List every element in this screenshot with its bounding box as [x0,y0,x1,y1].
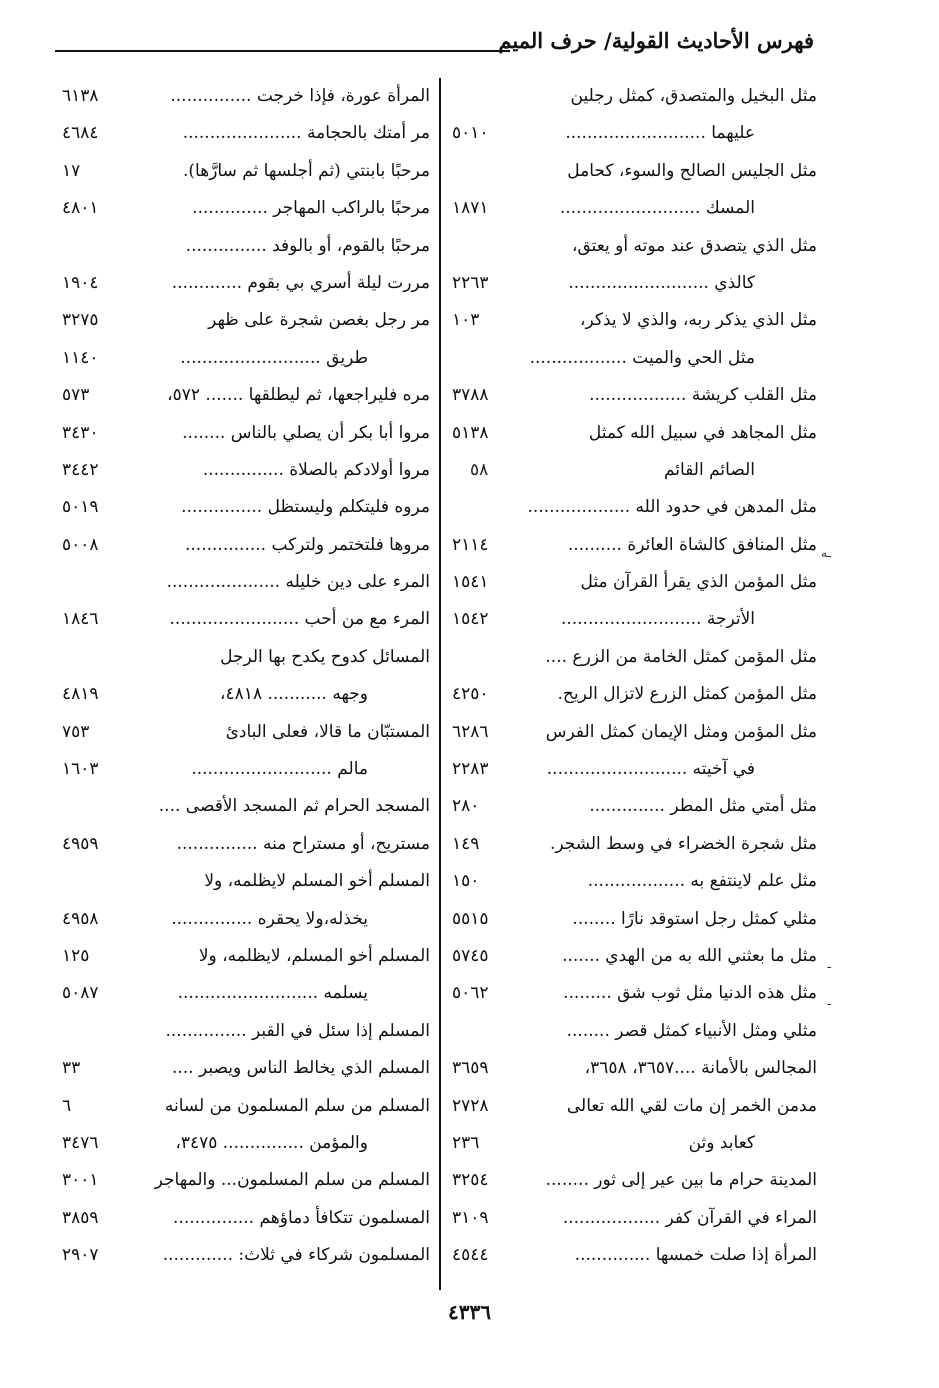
entry-text: مروه فليتكلم وليستظل ............... [181,497,430,518]
index-entry [452,415,817,452]
entry-text: يخذله،ولا يحقره ............... [171,908,368,929]
index-entry [62,901,430,938]
entry-text: المسلمون تتكافأ دماؤهم ............... [173,1207,430,1228]
index-entry [452,115,817,152]
entry-text: مثل ما بعثني الله به من الهدي ....... [562,945,817,966]
entry-number: ٤٦٨٤ [62,123,99,144]
header-rule [55,50,510,52]
index-entry [452,863,817,900]
entry-number: ٦١٣٨ [62,86,99,106]
index-entry [62,826,430,863]
entry-number: ٣٢٥٤ [452,1170,489,1191]
entry-text: مرحبًا بالراكب المهاجر .............. [192,198,430,219]
index-entry [452,564,817,601]
index-entry [452,1162,817,1199]
entry-text: المسلم من سلم المسلمون من لسانه [164,1095,430,1116]
entry-text: المرأة عورة، فإذا خرجت ............... [170,86,430,106]
entry-text: وجهه ........... ٤٨١٨، [220,684,368,705]
index-entry [452,938,831,975]
entry-number: ٢٣٦ [452,1132,480,1153]
entry-text: المسلم أخو المسلم، لايظلمه، ولا [198,945,430,966]
page-header [55,28,814,62]
index-entry [62,153,430,190]
index-entry [62,975,430,1012]
entry-text: مستريح، أو مستراح منه ............... [176,833,430,854]
index-entry [62,265,430,302]
entry-text: الأترجة .......................... [560,609,755,630]
index-entry [452,1050,817,1087]
entry-number: ٢١١٤ [452,534,489,555]
entry-text: مثل المنافق كالشاة العائرة .......... [567,534,817,555]
entry-text: مروها فلتختمر ولتركب ............... [185,534,430,555]
index-entry [452,751,817,788]
entry-number: ٣٣ [62,1058,81,1079]
column-divider [439,78,441,1290]
entry-number: ١٢٥ [62,945,90,966]
entry-number: ٥٠١٠ [452,123,489,144]
entry-number: ٣٤٣٠ [62,422,99,443]
index-entry [452,714,817,751]
index-entry [62,489,430,526]
index-entry [62,1200,430,1237]
entry-text: مثل المؤمن كمثل الزرع لاتزال الريح. [557,684,817,705]
entry-text: المسجد الحرام ثم المسجد الأقصى .... [158,796,430,817]
entry-number: ٣٧٨٨ [452,385,489,406]
entry-number: ٥٧٤٥ [452,945,489,966]
entry-text: المسائل كدوح يكدح بها الرجل [220,646,430,667]
index-entry [62,1050,430,1087]
entry-text: الصائم القائم [663,459,755,480]
index-entry [62,190,430,227]
index-entry [62,1237,430,1274]
entry-text: مثل القلب كريشة .................. [589,385,817,406]
entry-text: مثل المؤمن الذي يقرأ القرآن مثل [580,572,817,593]
entry-number: ٥١٣٨ [452,422,489,443]
entry-number: ٢٢٨٣ [452,759,489,780]
index-entry [452,190,817,227]
entry-text: مالم .......................... [191,759,368,780]
index-entry [452,1013,817,1050]
index-entry [452,340,817,377]
entry-number: ٣٠٠١ [62,1170,99,1191]
entry-text: المراء في القرآن كفر .................. [562,1207,817,1228]
entry-number: ٣٦٥٩ [452,1058,489,1079]
index-entry [62,1013,430,1050]
index-entry [62,639,430,676]
entry-number: ٢٢٦٣ [452,272,489,293]
entry-number: ٢٩٠٧ [62,1245,99,1266]
index-entry [452,302,817,339]
entry-text: المسلم إذا سئل في القبر ............... [165,1020,430,1041]
entry-number: ٦٢٨٦ [452,721,489,742]
index-entry [452,901,817,938]
page-title: فهرس الأحاديث القولية/ حرف الميم [498,28,814,53]
entry-text: مثل الذي يتصدق عند موته أو يعتق، [572,235,817,256]
entry-text: المرء على دين خليله ..................... [166,572,430,593]
entry-number: ١٨٤٦ [62,609,99,630]
entry-text: مررت ليلة أسري بي بقوم ............. [171,272,430,293]
index-entry [62,863,430,900]
entry-number: ٣٤٧٦ [62,1132,99,1153]
entry-text: مرحبًا بابنتي (ثم أجلسها ثم سارَّها). [183,160,430,181]
entry-number: ١٦٠٣ [62,759,99,780]
index-entry [62,340,430,377]
entry-number: ١١٤٠ [62,347,99,368]
entry-number: ٤٩٥٩ [62,833,99,854]
entry-number: ٤٨١٩ [62,684,99,705]
entry-number: ٦ [62,1095,72,1116]
entry-text: مثل علم لاينتفع به .................. [587,871,817,892]
entry-text: مثل الحي والميت .................. [529,347,755,368]
index-entry [62,302,430,339]
entry-text: المسلم أخو المسلم لايظلمه، ولا [204,871,430,892]
entry-text: مثل الجليس الصالح والسوء، كحامل [567,160,817,181]
entry-text: المرء مع من أحب ........................ [169,609,430,630]
entry-number: ٥٥١٥ [452,908,489,929]
index-entry [62,527,430,564]
entry-number: ٣٢٧٥ [62,310,99,331]
index-entry [62,1162,430,1199]
index-entry [62,452,430,489]
entry-text: مروا أولادكم بالصلاة ............... [202,459,430,480]
entry-text: مره فليراجعها، ثم ليطلقها ....... ٥٧٢، [167,385,430,406]
index-entry [62,228,430,265]
right-column [452,78,831,1290]
entry-number: ١٨٧١ [452,198,489,219]
index-entry [62,601,430,638]
entry-number: ١٠٣ [452,310,480,331]
entry-text: كالذي .......................... [568,272,755,293]
entry-number: ١٧ [62,160,81,181]
index-entry [62,115,430,152]
entry-number: ٤٩٥٨ [62,908,99,929]
handwritten-note: ٥٨ [470,459,489,480]
entry-text: مر أمتك بالحجامة ...................... [182,123,430,144]
index-entry [62,938,430,975]
index-entry [452,265,817,302]
entry-text: مثل أمتي مثل المطر .............. [589,796,817,817]
index-entry [62,564,430,601]
margin-mark: ـ [827,994,831,1009]
entry-text: مثل هذه الدنيا مثل ثوب شق ......... [563,983,817,1004]
entry-text: المسك .......................... [559,198,755,219]
entry-text: مثل المجاهد في سبيل الله كمثل [588,422,817,443]
index-entry [452,377,817,414]
entry-number: ٣٨٥٩ [62,1207,99,1228]
index-entry [452,826,817,863]
index-entry [62,676,430,713]
entry-text: المسلم الذي يخالط الناس ويصبر .... [172,1058,430,1079]
entry-text: مثل شجرة الخضراء في وسط الشجر. [549,833,817,854]
entry-text: مروا أبا بكر أن يصلي بالناس ........ [182,422,430,443]
index-entry [452,78,817,115]
entry-text: طريق .......................... [180,347,368,368]
entry-text: والمؤمن ............... ٣٤٧٥، [175,1132,368,1153]
entry-text: مثل المؤمن كمثل الخامة من الزرع .... [545,646,817,667]
page-number: ٤٣٣٦ [448,1300,491,1324]
index-entry [62,1125,430,1162]
left-column [62,78,430,1290]
entry-number: ٥٠٦٢ [452,983,489,1004]
entry-number: ٧٥٣ [62,721,90,742]
index-entry [452,601,817,638]
entry-text: مثل الذي يذكر ربه، والذي لا يذكر، [580,310,817,331]
entry-text: المسلم من سلم المسلمون... والمهاجر [154,1170,430,1191]
index-entry [452,228,817,265]
index-entry [452,676,817,713]
index-entry [452,1125,817,1162]
index-entry [452,1200,817,1237]
entry-text: عليهما .......................... [565,123,755,144]
entry-text: كعابد وثن [688,1132,755,1153]
entry-text: مثلي ومثل الأنبياء كمثل قصر ........ [566,1020,817,1041]
entry-number: ٤٢٥٠ [452,684,489,705]
entry-text: المجالس بالأمانة ....٣٦٥٧، ٣٦٥٨، [584,1058,817,1079]
index-entry [62,415,430,452]
entry-text: مثل المؤمن ومثل الإيمان كمثل الفرس [545,721,817,742]
entry-text: مثل البخيل والمتصدق، كمثل رجلين [570,86,817,106]
index-entry [452,639,817,676]
entry-text: المستبّان ما قالا، فعلى البادئ [225,721,430,742]
entry-number: ١٥٤٢ [452,609,489,630]
entry-text: مرحبًا بالقوم، أو بالوفد ............... [185,235,430,256]
entry-number: ١٥٤١ [452,572,489,593]
entry-number: ٥٧٣ [62,385,90,406]
entry-text: مثلي كمثل رجل استوقد نارًا ........ [572,908,817,929]
index-entry [452,153,817,190]
entry-number: ٥٠١٩ [62,497,99,518]
entry-text: مثل المدهن في حدود الله ................... [527,497,817,518]
entry-text: المدينة حرام ما بين عير إلى ثور ........ [545,1170,817,1191]
margin-mark: ـ [827,956,831,971]
entry-number: ٤٨٠١ [62,198,99,219]
entry-number: ٤٥٤٤ [452,1245,489,1266]
entry-number: ٥٠٠٨ [62,534,99,555]
index-entry [62,788,430,825]
index-entry [452,788,817,825]
margin-mark: ـه [821,545,831,560]
entry-number: ٢٨٠ [452,796,480,817]
index-entry [62,714,430,751]
entry-number: ١٥٠ [452,871,480,892]
index-entry [452,527,831,564]
index-entry [452,1088,817,1125]
index-entry [62,751,430,788]
entry-number: ٥٠٨٧ [62,983,99,1004]
index-entry [452,489,817,526]
entry-number: ٢٧٢٨ [452,1095,489,1116]
entry-text: في آخيته .......................... [546,759,755,780]
entry-number: ٣١٠٩ [452,1207,489,1228]
index-entry [62,377,430,414]
index-entry [62,78,430,115]
entry-text: المسلمون شركاء في ثلاث: ............. [162,1245,430,1266]
index-entry [452,452,817,489]
entry-text: يسلمه .......................... [177,983,368,1004]
index-entry [62,1088,430,1125]
index-entry [452,1237,817,1274]
entry-number: ١٩٠٤ [62,272,99,293]
entry-text: مر رجل بغصن شجرة على ظهر [208,310,430,331]
entry-text: مدمن الخمر إن مات لقي الله تعالى [566,1095,817,1116]
entry-text: المرأة إذا صلت خمسها .............. [574,1245,817,1266]
entry-number: ٣٤٤٢ [62,459,99,480]
index-entry [452,975,831,1012]
entry-number: ١٤٩ [452,833,480,854]
